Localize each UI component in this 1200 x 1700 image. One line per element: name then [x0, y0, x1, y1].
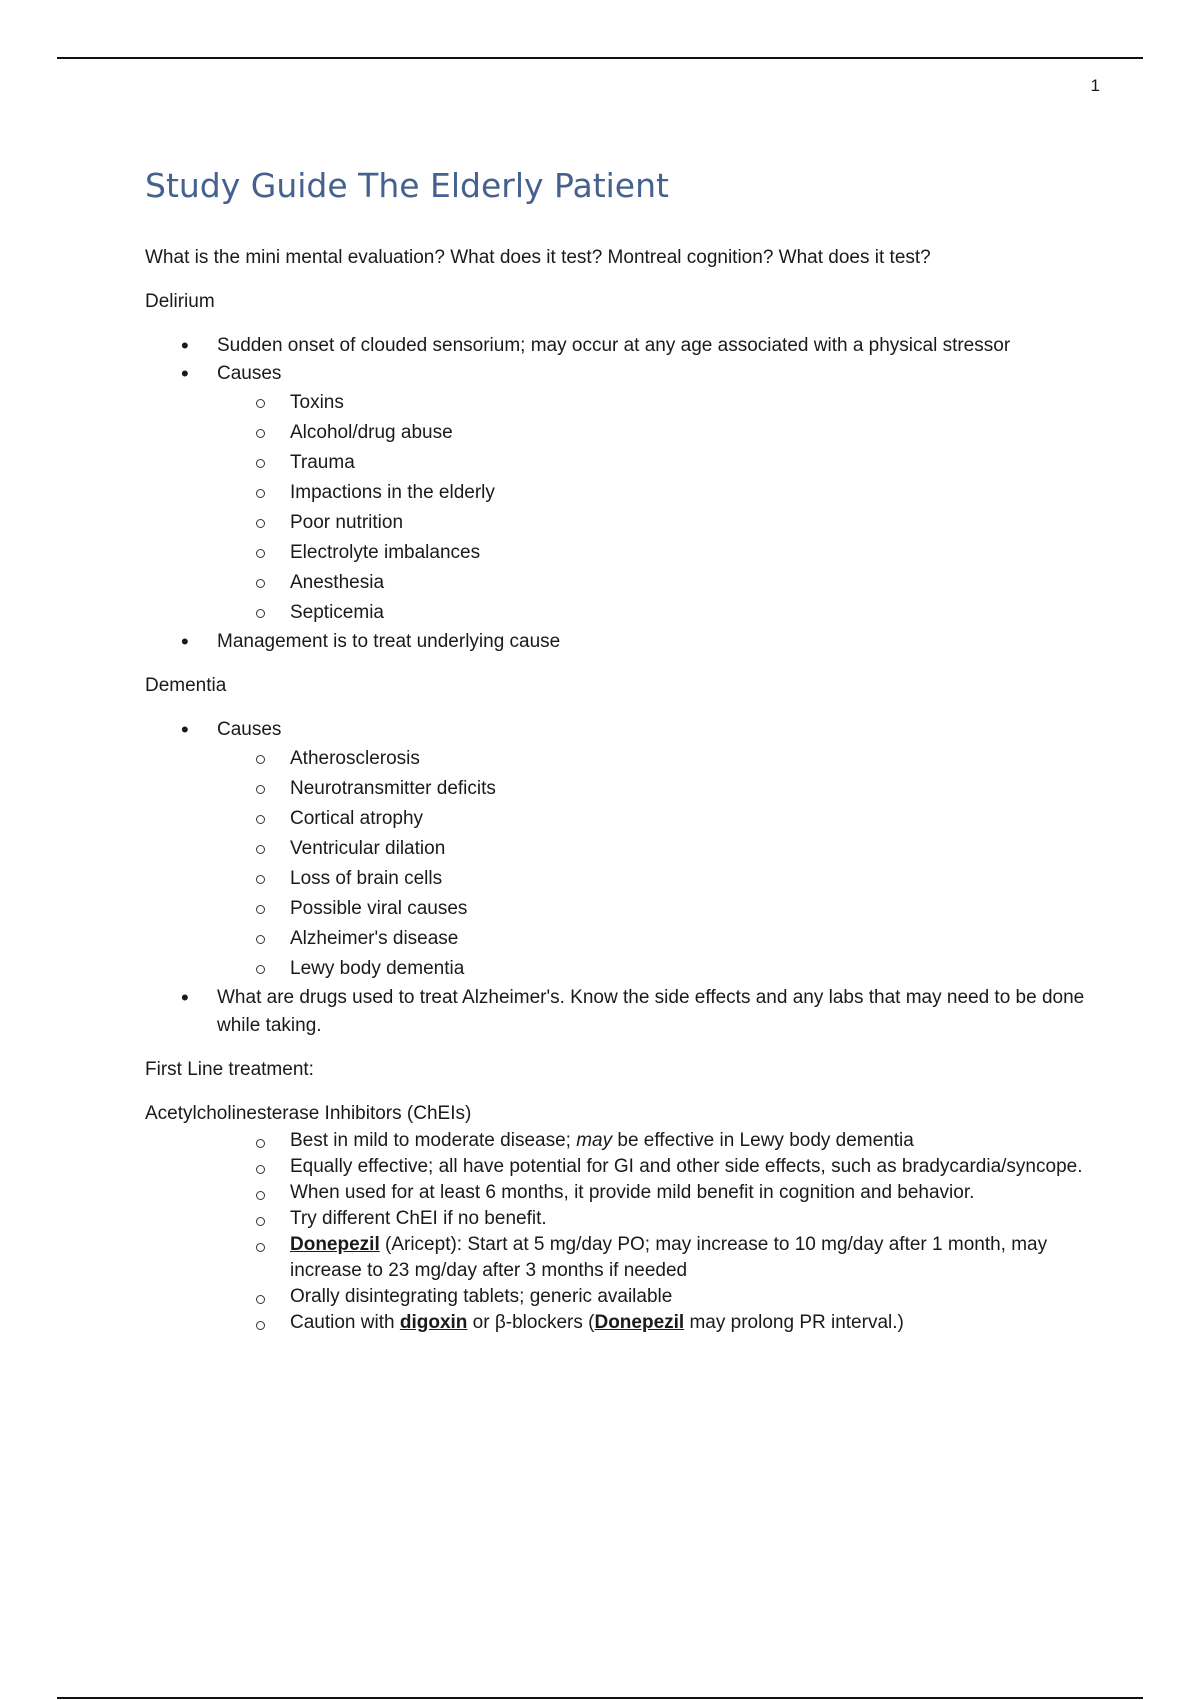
list-item-text: (Aricept): Start at 5 mg/day PO; may increase to 10 mg/day after 1 month, may increase to 23 mg/day after 3 months if needed — [290, 1234, 1048, 1281]
list-item — [145, 360, 1085, 628]
list-item — [145, 1310, 1085, 1336]
list-item: Anesthesia — [145, 568, 1085, 598]
first-line-heading: First Line treatment: — [145, 1059, 314, 1080]
emphasis-text: may — [576, 1130, 613, 1151]
list-item: When used for at least 6 months, it provide mild benefit in cognition and behavior. — [145, 1180, 1085, 1206]
list-item — [145, 1232, 1085, 1284]
list-item: Try different ChEI if no benefit. — [145, 1206, 1085, 1232]
list-item: Trauma — [145, 448, 1085, 478]
footer-rule — [57, 1697, 1143, 1699]
list-item: Neurotransmitter deficits — [145, 774, 1085, 804]
list-item: Cortical atrophy — [145, 804, 1085, 834]
list-item-text: be effective in Lewy body dementia — [612, 1130, 914, 1151]
list-item: • What are drugs used to treat Alzheimer's. Know the side effects and any labs that may need to be done while taking. — [145, 984, 1085, 1040]
document-title: Study Guide The Elderly Patient — [145, 166, 669, 205]
list-item-text: Caution with — [290, 1312, 400, 1333]
chei-list — [145, 1128, 1085, 1336]
list-item: • Management is to treat underlying cause — [145, 628, 1085, 656]
dementia-causes-list — [145, 744, 1085, 984]
delirium-list — [145, 332, 1085, 656]
list-item: Impactions in the elderly — [145, 478, 1085, 508]
list-item: • Sudden onset of clouded sensorium; may occur at any age associated with a physical stressor — [145, 332, 1085, 360]
drug-link-donepezil[interactable]: Donepezil — [290, 1234, 380, 1255]
list-item: Ventricular dilation — [145, 834, 1085, 864]
list-item-text: may prolong PR interval.) — [684, 1312, 904, 1333]
list-item: Equally effective; all have potential for GI and other side effects, such as bradycardia/syncope. — [145, 1154, 1085, 1180]
intro-question: What is the mini mental evaluation? What does it test? Montreal cognition? What does it test? — [145, 247, 931, 268]
list-item — [145, 1128, 1085, 1154]
list-item-label: Causes — [217, 719, 282, 740]
list-item: Alzheimer's disease — [145, 924, 1085, 954]
list-item: Septicemia — [145, 598, 1085, 628]
list-item: Electrolyte imbalances — [145, 538, 1085, 568]
drug-link-donepezil[interactable]: Donepezil — [594, 1312, 685, 1333]
list-item — [145, 716, 1085, 984]
delirium-heading: Delirium — [145, 291, 215, 312]
document-body — [145, 162, 1085, 1352]
chei-heading: Acetylcholinesterase Inhibitors (ChEIs) — [145, 1103, 472, 1124]
list-item: Alcohol/drug abuse — [145, 418, 1085, 448]
page-number: 1 — [1090, 76, 1100, 95]
list-item: Poor nutrition — [145, 508, 1085, 538]
dementia-list — [145, 716, 1085, 1040]
delirium-causes-list — [145, 388, 1085, 628]
list-item-text: Best in mild to moderate disease; — [290, 1130, 577, 1151]
list-item: Lewy body dementia — [145, 954, 1085, 984]
list-item: Atherosclerosis — [145, 744, 1085, 774]
list-item: Loss of brain cells — [145, 864, 1085, 894]
list-item-text: or β-blockers ( — [467, 1312, 595, 1333]
header-rule — [57, 57, 1143, 59]
list-item: Possible viral causes — [145, 894, 1085, 924]
dementia-heading: Dementia — [145, 675, 227, 696]
list-item-label: Causes — [217, 363, 282, 384]
list-item: Orally disintegrating tablets; generic available — [145, 1284, 1085, 1310]
drug-link-digoxin[interactable]: digoxin — [399, 1312, 468, 1333]
list-item: Toxins — [145, 388, 1085, 418]
